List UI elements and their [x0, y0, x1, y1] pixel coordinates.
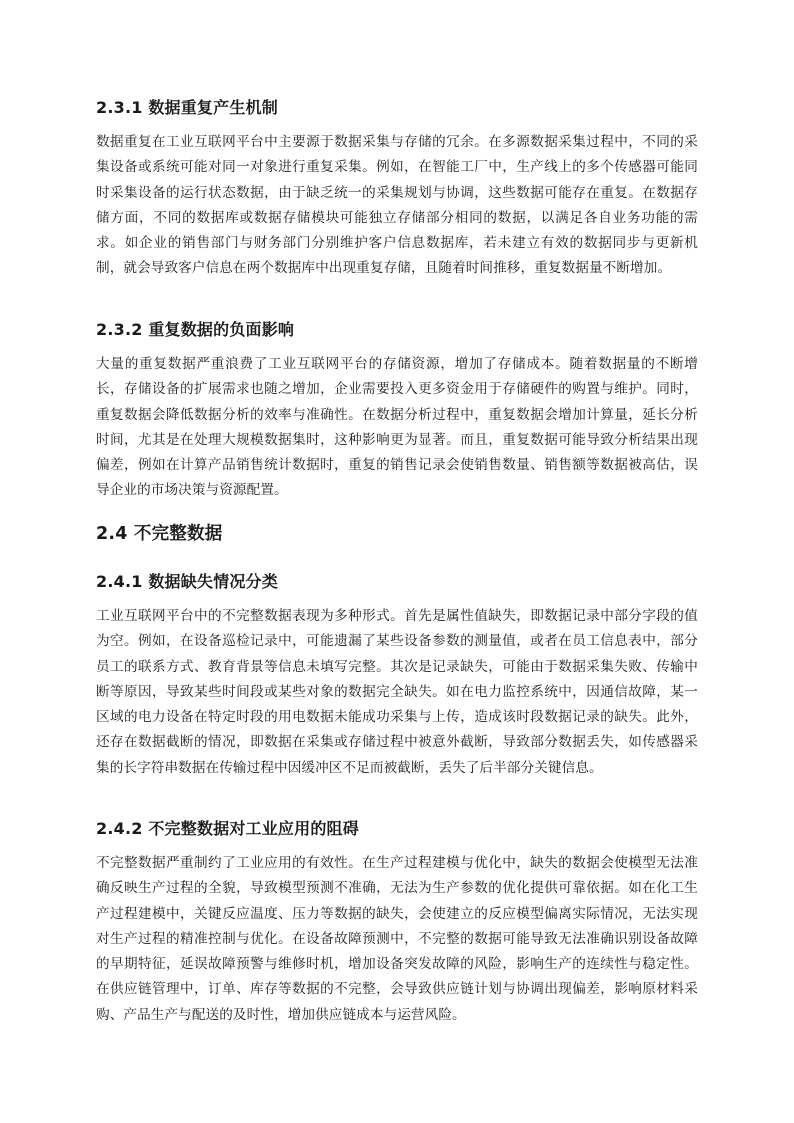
section-heading: 2.4.2 不完整数据对工业应用的阻碍 — [96, 819, 359, 838]
paragraph: 数据重复在工业互联网平台中主要源于数据采集与存储的冗余。在多源数据采集过程中，不同的采集设备或系统可能对同一对象进行重复采集。例如，在智能工厂中，生产线上的多个传感器可能同时采集设备的运行状态数据，由于缺乏统一的采集规划与协调，这些数据可能存在重复。在数据存储方面，不同的数据库或数据存储模块可能独立存储部分相同的数据，以满足各自业务功能的需求。如企业的销售部门与财务部门分别维护客户信息数据库，若未建立有效的数据同步与更新机制，就会导致客户信息在两个数据库中出现重复存储，且随着时间推移，重复数据量不断增加。 — [96, 134, 698, 277]
section-2-3-1 — [96, 96, 698, 282]
section-2-4-2 — [96, 817, 698, 1028]
paragraph: 大量的重复数据严重浪费了工业互联网平台的存储资源，增加了存储成本。随着数据量的不断增长，存储设备的扩展需求也随之增加，企业需要投入更多资金用于存储硬件的购置与维护。同时，重复数据会降低数据分析的效率与准确性。在数据分析过程中，重复数据会增加计算量，延长分析时间，尤其是在处理大规模数据集时，这种影响更为显著。而且，重复数据可能导致分析结果出现偏差，例如在计算产品销售统计数据时，重复的销售记录会使销售数量、销售额等数据被高估，误导企业的市场决策与资源配置。 — [96, 356, 698, 499]
section-heading: 2.3.1 数据重复产生机制 — [96, 98, 278, 117]
section-heading: 2.4.1 数据缺失情况分类 — [96, 572, 278, 591]
section-heading: 2.3.2 重复数据的负面影响 — [96, 320, 295, 339]
section-2-4 — [96, 521, 698, 547]
paragraph: 不完整数据严重制约了工业应用的有效性。在生产过程建模与优化中，缺失的数据会使模型无法准确反映生产过程的全貌，导致模型预测不准确，无法为生产参数的优化提供可靠依据。如在化工生产过程建模中，关键反应温度、压力等数据的缺失，会使建立的反应模型偏离实际情况，无法实现对生产过程的精准控制与优化。在设备故障预测中，不完整的数据可能导致无法准确识别设备故障的早期特征，延误故障预警与维修时机，增加设备突发故障的风险，影响生产的连续性与稳定性。在供应链管理中，订单、库存等数据的不完整，会导致供应链计划与协调出现偏差，影响原材料采购、产品生产与配送的及时性，增加供应链成本与运营风险。 — [96, 855, 698, 1023]
paragraph: 工业互联网平台中的不完整数据表现为多种形式。首先是属性值缺失，即数据记录中部分字段的值为空。例如，在设备巡检记录中，可能遗漏了某些设备参数的测量值，或者在员工信息表中，部分员工的联系方式、教育背景等信息未填写完整。其次是记录缺失，可能由于数据采集失败、传输中断等原因，导致某些时间段或某些对象的数据完全缺失。如在电力监控系统中，因通信故障，某一区域的电力设备在特定时段的用电数据未能成功采集与上传，造成该时段数据记录的缺失。此外，还存在数据截断的情况，即数据在采集或存储过程中被意外截断，导致部分数据丢失，如传感器采集的长字符串数据在传输过程中因缓冲区不足而被截断，丢失了后半部分关键信息。 — [96, 608, 698, 776]
section-2-3-2 — [96, 318, 698, 504]
chapter-heading: 2.4 不完整数据 — [96, 524, 223, 544]
section-2-4-1 — [96, 570, 698, 781]
